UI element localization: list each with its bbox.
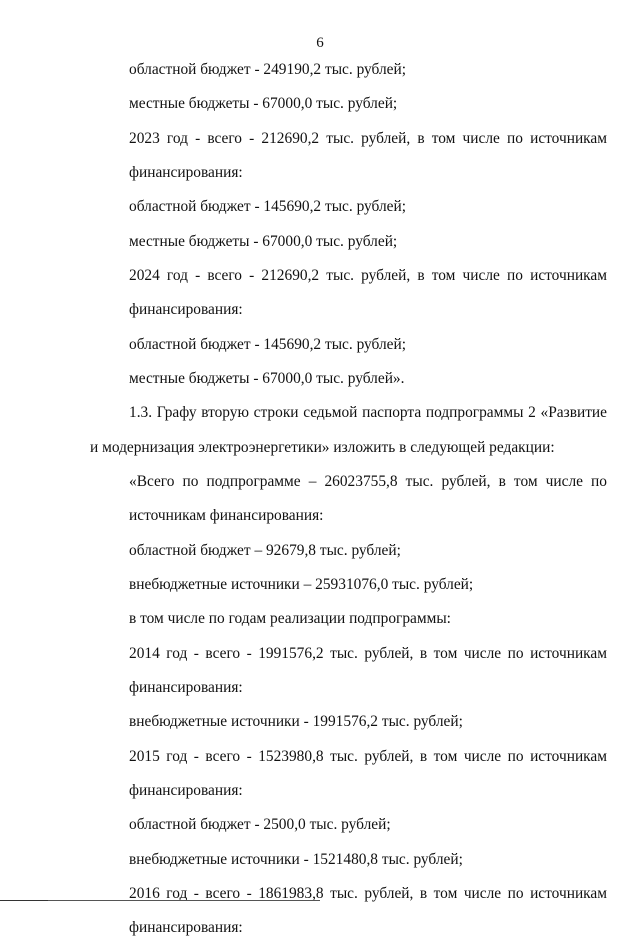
text-line: внебюджетные источники - 1991576,2 тыс. рублей; bbox=[129, 713, 463, 730]
text-line: финансирования: bbox=[129, 301, 243, 318]
text-line: и модернизация электроэнергетики» изложить в следующей редакции: bbox=[90, 439, 555, 456]
text-line: финансирования: bbox=[129, 679, 243, 696]
text-line: внебюджетные источники - 1521480,8 тыс. рублей; bbox=[129, 851, 463, 868]
text-line: местные бюджеты - 67000,0 тыс. рублей; bbox=[129, 95, 398, 112]
text-line: областной бюджет - 145690,2 тыс. рублей; bbox=[129, 336, 407, 353]
text-line: 1.3. Графу вторую строки седьмой паспорта подпрограммы 2 «Развитие bbox=[129, 404, 607, 421]
text-line: финансирования: bbox=[129, 919, 243, 936]
text-line: местные бюджеты - 67000,0 тыс. рублей; bbox=[129, 233, 398, 250]
text-line: областной бюджет - 249190,2 тыс. рублей; bbox=[129, 61, 407, 78]
footer-rule-right bbox=[48, 900, 320, 901]
text-line: 2015 год - всего - 1523980,8 тыс. рублей, в том числе по источникам bbox=[129, 748, 607, 765]
text-line: 2016 год - всего - 1861983,8 тыс. рублей, в том числе по источникам bbox=[129, 885, 607, 902]
text-line: областной бюджет - 2500,0 тыс. рублей; bbox=[129, 816, 391, 833]
text-line: 2023 год - всего - 212690,2 тыс. рублей, в том числе по источникам bbox=[129, 130, 607, 147]
text-line: местные бюджеты - 67000,0 тыс. рублей». bbox=[129, 370, 405, 387]
text-line: 2014 год - всего - 1991576,2 тыс. рублей, в том числе по источникам bbox=[129, 645, 607, 662]
text-line: внебюджетные источники – 25931076,0 тыс. рублей; bbox=[129, 576, 474, 593]
text-line: в том числе по годам реализации подпрограммы: bbox=[129, 610, 451, 627]
text-line: «Всего по подпрограмме – 26023755,8 тыс. рублей, в том числе по bbox=[129, 473, 607, 490]
footer-rule-left bbox=[0, 900, 48, 901]
text-line: источникам финансирования: bbox=[129, 507, 324, 524]
text-line: областной бюджет – 92679,8 тыс. рублей; bbox=[129, 542, 401, 559]
page-number: 6 bbox=[316, 35, 324, 51]
text-line: областной бюджет - 145690,2 тыс. рублей; bbox=[129, 198, 407, 215]
text-line: финансирования: bbox=[129, 164, 243, 181]
text-line: 2024 год - всего - 212690,2 тыс. рублей, в том числе по источникам bbox=[129, 267, 607, 284]
text-line: финансирования: bbox=[129, 782, 243, 799]
